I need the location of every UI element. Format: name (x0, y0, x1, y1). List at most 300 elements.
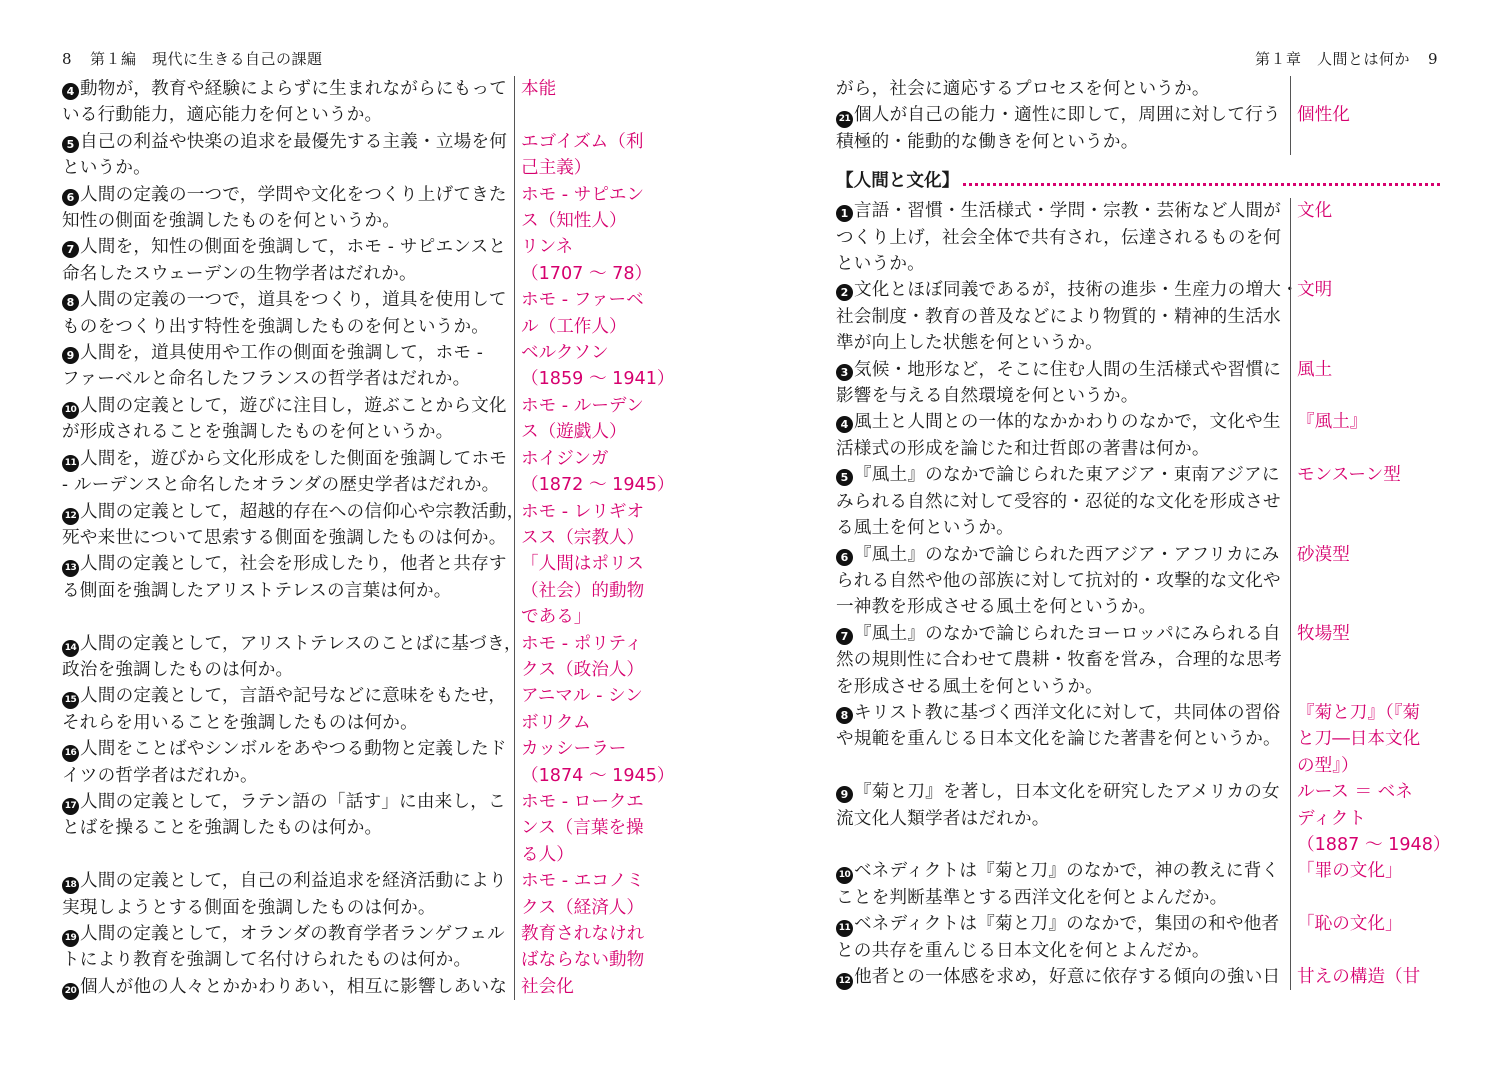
question-text: 文化とほぼ同義であるが，技術の進歩・生産力の増大・ (854, 280, 1299, 301)
question-text: 人間を，道具使用や工作の側面を強調して，ホモ - (80, 343, 484, 364)
question-text (836, 357, 1282, 410)
question-text (62, 234, 508, 287)
question-number-badge: 9 (836, 786, 853, 803)
answer-text: （1874 ～ 1945） (521, 765, 675, 786)
question-text: ベネディクトは『菊と刀』のなかで，神の教えに背く (854, 861, 1280, 882)
answer-line (521, 578, 664, 604)
question-text (62, 789, 508, 868)
answer-text (1290, 198, 1440, 277)
answer-line (521, 366, 675, 392)
question-number-badge: 19 (62, 930, 79, 947)
question-line (836, 102, 1282, 128)
right-question-list (836, 76, 1451, 990)
answer-text: ホモ - サピエン (521, 184, 645, 205)
answer-line (521, 472, 675, 498)
question-line (836, 277, 1299, 303)
answer-line (1297, 647, 1440, 673)
answer-text (514, 921, 664, 974)
question-text (62, 76, 508, 129)
question-row (62, 182, 664, 235)
question-number-badge: 7 (836, 628, 853, 645)
question-row (62, 868, 664, 921)
answer-line (1297, 542, 1440, 568)
question-text: ベネディクトは『菊と刀』のなかで，集団の和や他者 (854, 914, 1280, 935)
question-text (836, 964, 1282, 990)
answer-text (1290, 409, 1440, 462)
answer-line (521, 683, 664, 709)
question-row (62, 393, 664, 446)
answer-line (1297, 832, 1451, 858)
question-text: 言語・習慣・生活様式・学問・宗教・芸術など人間が (854, 201, 1282, 222)
answer-text (514, 182, 664, 235)
question-text: や規範を重んじる日本文化を論じた著書を何というか。 (836, 729, 1281, 750)
question-line (836, 304, 1282, 330)
answer-text: ス（知性人） (521, 211, 627, 232)
answer-text (514, 129, 664, 182)
answer-text (1290, 779, 1451, 858)
question-number-badge: 15 (62, 692, 79, 709)
question-text: ファーベルと命名したフランスの哲学者はだれか。 (62, 369, 471, 390)
question-line (836, 885, 1282, 911)
answer-text: ホモ - ルーデン (521, 395, 644, 416)
answer-text: 風土 (1297, 359, 1333, 380)
question-number-badge: 5 (836, 469, 853, 486)
question-row (62, 736, 675, 789)
answer-text: （1859 ～ 1941） (521, 369, 675, 390)
answer-line (521, 314, 664, 340)
answer-text: 「罪の文化」 (1297, 861, 1403, 882)
question-text: 影響を与える自然環境を何というか。 (836, 386, 1139, 407)
question-line (836, 489, 1282, 515)
question-line (62, 261, 508, 287)
question-line (62, 234, 508, 260)
question-line (836, 647, 1282, 673)
answer-text: （1872 ～ 1945） (521, 475, 675, 496)
question-number-badge: 8 (836, 707, 853, 724)
question-text (62, 340, 508, 393)
question-row (836, 964, 1440, 990)
question-row (62, 76, 664, 129)
question-text: ものをつくり出す特性を強調したものを何というか。 (62, 316, 490, 337)
question-text: 人間の定義として，超越的存在への信仰心や宗教活動， (80, 501, 525, 522)
question-line (62, 472, 508, 498)
answer-text (1290, 964, 1440, 990)
question-text: 社会制度・教育の普及などにより物質的・精神的生活水 (836, 306, 1281, 327)
question-line (836, 938, 1282, 964)
answer-line (1297, 462, 1440, 488)
question-text: 『風土』のなかで論じられたヨーロッパにみられる自 (854, 623, 1281, 644)
question-line (62, 287, 508, 313)
question-text: イツの哲学者はだれか。 (62, 765, 258, 786)
answer-text (1297, 492, 1303, 512)
question-text: 人間の定義の一つで，学問や文化をつくり上げてきた (80, 184, 507, 205)
question-number-badge: 6 (836, 549, 853, 566)
question-row (62, 446, 675, 499)
question-text: 積極的・能動的な働きを何というか。 (836, 131, 1139, 152)
answer-text: 甘えの構造（甘 (1297, 967, 1421, 987)
question-text: 人間の定義として，社会を形成したり，他者と共存す (80, 554, 507, 575)
answer-text: 文明 (1297, 280, 1333, 301)
answer-line (521, 657, 664, 683)
answer-line (521, 604, 664, 630)
answer-text (514, 393, 664, 446)
answer-text (514, 287, 664, 340)
answer-text: スス（宗教人） (521, 527, 645, 548)
answer-line (1297, 436, 1440, 462)
answer-text: クス（政治人） (521, 659, 644, 680)
question-line (62, 868, 508, 894)
answer-text: ディクト (1297, 808, 1366, 829)
question-text (836, 756, 842, 776)
question-line (836, 964, 1282, 990)
answer-text (1297, 228, 1303, 248)
answer-line (521, 446, 664, 472)
answer-text (1297, 307, 1303, 327)
question-row (62, 234, 664, 287)
question-line (836, 911, 1282, 937)
continuation-question (836, 76, 1282, 102)
answer-line (1297, 753, 1440, 779)
answer-line (521, 340, 664, 366)
question-text: トにより教育を強調して名付けられたものは何か。 (62, 950, 472, 971)
answer-text: の型』） (1297, 755, 1359, 776)
question-text: 気候・地形など，そこに住む人間の生活様式や習慣に (854, 359, 1282, 380)
question-line (836, 726, 1282, 752)
answer-line (1297, 674, 1440, 700)
question-line (836, 436, 1282, 462)
answer-line (1297, 251, 1440, 277)
answer-text (1290, 621, 1440, 700)
question-row (62, 551, 664, 630)
answer-line (521, 287, 664, 313)
question-text (62, 974, 508, 1000)
answer-line (521, 895, 664, 921)
answer-line (521, 842, 664, 868)
question-text: 人間の定義として，遊びに注目し，遊ぶことから文化 (80, 395, 507, 416)
answer-text (514, 551, 664, 630)
question-text: 一神教を形成させる風土を何というか。 (836, 597, 1157, 618)
question-text: 自己の利益や快楽の追求を最優先する主義・立場を何 (80, 131, 508, 152)
answer-text (1297, 941, 1303, 961)
question-text: いる行動能力，適応能力を何というか。 (62, 105, 383, 126)
question-line (836, 806, 1282, 832)
question-line (836, 225, 1282, 251)
question-text: ことを判断基準とする西洋文化を何とよんだか。 (836, 887, 1228, 908)
question-text: 人間の定義として，自己の利益追求を経済活動により (80, 871, 507, 892)
answer-text: 「恥の文化」 (1297, 914, 1403, 935)
question-text: られる自然や他の部族に対して抗対的・攻撃的な文化や (836, 570, 1281, 591)
question-line (836, 568, 1282, 594)
question-text (62, 129, 508, 182)
question-text (62, 631, 522, 684)
question-text: つくり上げ，社会全体で共有され，伝達されるものを何 (836, 227, 1282, 248)
answer-text (1290, 911, 1440, 964)
answer-text: ル（工作人） (521, 316, 627, 337)
answer-text: ルース ＝ ベネ (1297, 782, 1413, 803)
answer-text (1297, 888, 1303, 908)
question-line (62, 76, 508, 102)
question-number-badge: 6 (62, 189, 79, 206)
question-text (836, 700, 1282, 779)
question-number-badge: 7 (62, 241, 79, 258)
question-text (836, 542, 1282, 621)
question-text (836, 409, 1282, 462)
question-number-badge: 10 (836, 867, 853, 884)
answer-text: である」 (521, 607, 592, 628)
question-row (836, 911, 1440, 964)
left-page-number: 8 (62, 50, 73, 68)
question-number-badge: 11 (62, 455, 79, 472)
answer-text: ホモ - ロークエ (521, 791, 644, 812)
answer-text: ホモ - ファーベ (521, 290, 644, 311)
answer-text (1297, 597, 1303, 617)
answer-text: エゴイズム（利 (521, 131, 644, 152)
answer-text (514, 868, 664, 921)
question-line (62, 419, 508, 445)
question-number-badge: 17 (62, 798, 79, 815)
question-text (836, 277, 1299, 356)
question-text: との共存を重んじる日本文化を何とよんだか。 (836, 940, 1210, 961)
question-text: キリスト教に基づく西洋文化に対して，共同体の習俗 (854, 702, 1281, 723)
question-line (62, 102, 508, 128)
answer-line (521, 155, 664, 181)
question-line (836, 779, 1282, 805)
question-line (836, 330, 1282, 356)
answer-text: ホモ - レリギオ (521, 501, 645, 522)
question-line (836, 515, 1282, 541)
question-line (62, 366, 508, 392)
answer-text: ンス（言葉を操 (521, 818, 644, 839)
answer-text (514, 736, 675, 789)
answer-line (1297, 568, 1440, 594)
question-text: 流文化人類学者はだれか。 (836, 808, 1050, 829)
question-line (836, 383, 1282, 409)
question-row (62, 499, 664, 552)
answer-text: （1887 ～ 1948） (1297, 834, 1451, 855)
question-number-badge: 21 (836, 111, 853, 128)
chapter-title: 第１章 人間とは何か (1254, 50, 1410, 68)
question-text: とばを操ることを強調したものは何か。 (62, 818, 383, 839)
answer-line (521, 921, 664, 947)
answer-text (1297, 386, 1303, 406)
answer-line (1297, 515, 1440, 541)
question-text: 人間を，遊びから文化形成をした側面を強調してホモ (80, 448, 508, 469)
question-text: 『風土』のなかで論じられた西アジア・アフリカにみ (854, 544, 1280, 565)
question-number-badge: 18 (62, 877, 79, 894)
question-text (62, 845, 68, 865)
question-text: 死や来世について思索する側面を強調したものは何か。 (62, 527, 507, 548)
left-page-header (62, 48, 341, 69)
answer-line (1297, 129, 1440, 155)
answer-text (514, 789, 664, 868)
question-text: 政治を強調したものは何か。 (62, 659, 294, 680)
question-text (62, 287, 508, 340)
question-text: 他者との一体感を求め，好意に依存する傾向の強い日 (854, 967, 1281, 987)
answer-line (521, 499, 664, 525)
question-text: 然の規則性に合わせて農耕・牧畜を営み，合理的な思考 (836, 650, 1282, 671)
answer-text (514, 446, 675, 499)
question-number-badge: 12 (62, 508, 79, 525)
answer-line (1297, 304, 1440, 330)
answer-line (521, 208, 664, 234)
answer-text: 『菊と刀』（『菊 (1297, 702, 1421, 723)
question-row (836, 621, 1440, 700)
question-row (836, 779, 1451, 858)
answer-text (514, 76, 664, 129)
question-text: 個人が自己の能力・適性に即して，周囲に対して行う (854, 105, 1281, 126)
answer-line (1297, 357, 1440, 383)
answer-line (1297, 198, 1440, 224)
question-line (836, 621, 1282, 647)
question-number-badge: 11 (836, 920, 853, 937)
answer-text (1297, 333, 1303, 353)
question-line (836, 674, 1282, 700)
question-text: 個人が他の人々とかかわりあい，相互に影響しあいな (80, 976, 508, 997)
question-number-badge: 5 (62, 136, 79, 153)
answer-line (1297, 225, 1440, 251)
question-text (62, 736, 508, 789)
question-row (836, 542, 1440, 621)
question-number-badge: 4 (836, 416, 853, 433)
question-text (836, 835, 842, 855)
question-number-badge: 9 (62, 347, 79, 364)
answer-text (1290, 462, 1440, 541)
answer-line (521, 182, 664, 208)
question-text (62, 868, 508, 921)
answer-text: ホモ - エコノミ (521, 871, 645, 892)
answer-text: 個性化 (1297, 105, 1350, 126)
question-line (836, 357, 1282, 383)
question-text (62, 551, 508, 630)
answer-line (1297, 779, 1440, 805)
answer-line (521, 868, 664, 894)
question-line (836, 594, 1282, 620)
question-line (62, 155, 508, 181)
question-line (62, 314, 508, 340)
section-dotted-rule (963, 173, 1440, 186)
question-line (62, 842, 508, 868)
question-row (62, 129, 664, 182)
answer-text (1290, 858, 1440, 911)
continuation-answer (1290, 76, 1440, 102)
part-title: 第１編 現代に生きる自己の課題 (90, 50, 323, 68)
question-row (836, 409, 1440, 462)
answer-text (1297, 518, 1303, 538)
question-row (62, 631, 664, 684)
continuation-row (836, 76, 1440, 102)
question-text: 人間の定義として，アリストテレスのことばに基づき， (80, 633, 522, 654)
answer-line (1297, 277, 1440, 303)
answer-text: ス（遊戯人） (521, 422, 627, 443)
answer-line (521, 129, 664, 155)
question-line (836, 542, 1282, 568)
question-text: というか。 (62, 158, 151, 179)
question-number-badge: 14 (62, 640, 79, 657)
question-text: 人間を，知性の側面を強調して，ホモ - サピエンスと (80, 237, 507, 258)
question-text: 『菊と刀』を著し，日本文化を研究したアメリカの女 (854, 782, 1280, 803)
question-text (62, 921, 508, 974)
right-page-number: 9 (1427, 50, 1438, 68)
answer-line (521, 76, 664, 102)
answer-line (1297, 621, 1440, 647)
question-line (836, 251, 1282, 277)
answer-text: ホモ - ポリティ (521, 633, 643, 654)
answer-text: と刀―日本文化 (1297, 729, 1421, 750)
answer-text: 『風土』 (1297, 412, 1368, 433)
answer-line (1297, 102, 1440, 128)
question-row (62, 789, 664, 868)
question-text (62, 607, 68, 627)
question-text: が形成されることを強調したものを何というか。 (62, 422, 454, 443)
question-text (836, 198, 1282, 277)
question-text (62, 393, 508, 446)
question-line (62, 921, 508, 947)
question-row (836, 102, 1440, 155)
answer-text (514, 683, 664, 736)
question-number-badge: 1 (836, 205, 853, 222)
question-text (62, 683, 508, 736)
question-row (836, 198, 1440, 277)
answer-text: 教育されなけれ (521, 924, 645, 944)
question-number-badge: 4 (62, 83, 79, 100)
question-row (62, 974, 664, 1000)
question-text: 人間をことばやシンボルをあやつる動物と定義したド (80, 739, 507, 760)
answer-text: クス（経済人） (521, 897, 644, 918)
answer-text: カッシーラー (521, 739, 627, 760)
answer-line (1297, 885, 1440, 911)
answer-text (1290, 102, 1440, 155)
answer-line (1297, 383, 1440, 409)
question-text: 準が向上した状態を何というか。 (836, 333, 1103, 354)
question-line (836, 832, 1282, 858)
answer-text (1297, 439, 1303, 459)
answer-line (521, 419, 664, 445)
question-text (62, 446, 508, 499)
answer-text: ボリクム (521, 712, 591, 733)
answer-text (1297, 677, 1303, 697)
question-text: それらを用いることを強調したものは何か。 (62, 712, 418, 733)
question-line (836, 409, 1282, 435)
answer-line (1297, 911, 1440, 937)
question-text: を形成させる風土を何というか。 (836, 676, 1103, 697)
answer-line (1297, 806, 1440, 832)
answer-text (514, 631, 664, 684)
question-number-badge: 2 (836, 284, 853, 301)
section-title: 【人間と文化】 (836, 171, 960, 192)
question-line (62, 499, 525, 525)
question-line (62, 974, 508, 1000)
answer-line (521, 393, 664, 419)
answer-text: ベルクソン (521, 343, 609, 364)
question-line (62, 446, 508, 472)
question-row (62, 287, 664, 340)
answer-text (1290, 357, 1440, 410)
question-text (62, 499, 525, 552)
question-line (62, 393, 508, 419)
answer-text (1297, 132, 1303, 152)
question-row (836, 357, 1440, 410)
answer-text: 己主義） (521, 158, 592, 179)
question-text: 活様式の形成を論じた和辻哲郎の著書は何か。 (836, 438, 1210, 459)
answer-text (514, 499, 664, 552)
question-line (62, 578, 508, 604)
answer-text: ホイジンガ (521, 448, 609, 469)
question-text (836, 911, 1282, 964)
question-number-badge: 16 (62, 745, 79, 762)
answer-line (1297, 858, 1440, 884)
answer-line (1297, 700, 1440, 726)
answer-text (514, 974, 664, 1000)
